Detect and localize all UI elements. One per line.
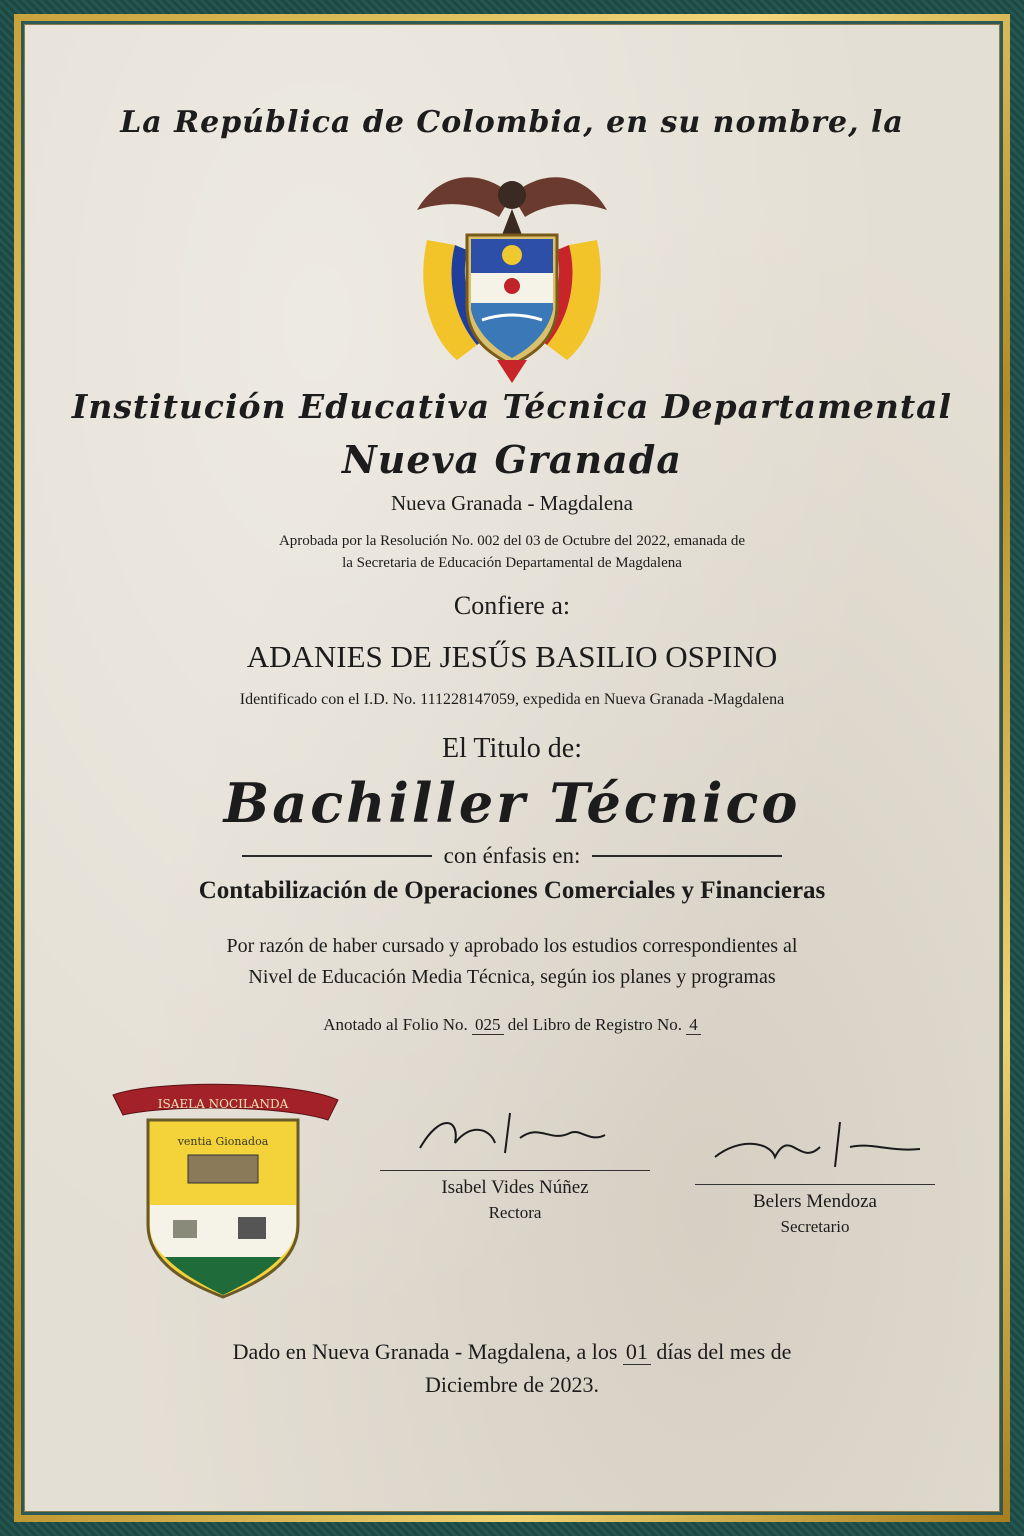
- book-number: 4: [686, 1015, 701, 1035]
- institution-name-line2: Nueva Granada: [341, 437, 682, 482]
- school-shield-icon: [93, 1075, 353, 1309]
- gold-border: [14, 14, 1010, 1522]
- signer-role: Secretario: [780, 1217, 850, 1236]
- institution-name: Institución Educativa Técnica Departamental: [71, 387, 953, 426]
- shield-banner-text: ISAELA NOCILANDA: [157, 1097, 289, 1111]
- reason-line-1: Por razón de haber cursado y aprobado los estudios correspondientes al: [226, 935, 798, 957]
- given-line-2: Diciembre de 2023.: [424, 1372, 600, 1397]
- signer-name: Isabel Vides Núñez: [441, 1177, 589, 1198]
- given-day: 01: [623, 1339, 651, 1365]
- signer-role: Rectora: [488, 1203, 542, 1222]
- emphasis-area: Contabilización de Operaciones Comerciales y Financieras: [198, 877, 826, 904]
- divider-left: [242, 855, 432, 857]
- institution-location: Nueva Granada - Magdalena: [391, 491, 633, 515]
- reason-text: [25, 931, 999, 993]
- inner-border: [21, 21, 1003, 1515]
- degree-title: Bachiller Técnico: [223, 771, 801, 835]
- signature-scribble-icon: [700, 1117, 930, 1177]
- header-line: La República de Colombia, en su nombre, la: [120, 105, 904, 140]
- confers-label: Confiere a:: [453, 591, 571, 620]
- registry-prefix: Anotado al Folio No.: [323, 1015, 468, 1034]
- signature-secretario: [695, 1117, 935, 1237]
- approval-line-1: Aprobada por la Resolución No. 002 del 03 de Octubre del 2022, emanada de: [278, 533, 746, 549]
- approval-text: [25, 530, 999, 574]
- given-suffix: días del mes de: [656, 1339, 792, 1364]
- signer-name: Belers Mendoza: [753, 1191, 877, 1212]
- registry-middle: del Libro de Registro No.: [507, 1015, 682, 1034]
- coat-of-arms-icon: [25, 155, 999, 389]
- title-label: El Titulo de:: [441, 733, 583, 764]
- given-prefix: Dado en Nueva Granada - Magdalena, a los: [232, 1339, 618, 1364]
- student-name: ADANIES DE JESŰS BASILIO OSPINO: [246, 639, 778, 674]
- emphasis-label: con énfasis en:: [443, 843, 581, 868]
- signature-line: [380, 1170, 650, 1171]
- emphasis-row: [25, 843, 999, 869]
- approval-line-2: la Secretaria de Educación Departamental de Magdalena: [342, 555, 682, 571]
- reason-line-2: Nivel de Educación Media Técnica, según ios planes y programas: [248, 966, 776, 988]
- folio-number: 025: [472, 1015, 504, 1035]
- signature-line: [695, 1184, 935, 1185]
- student-id-text: Identificado con el I.D. No. 111228147059, expedida en Nueva Granada -Magdalena: [239, 691, 785, 708]
- registry-text: [25, 1015, 999, 1035]
- divider-right: [592, 855, 782, 857]
- given-line-1: [25, 1335, 999, 1368]
- signature-scribble-icon: [400, 1103, 630, 1163]
- certificate-paper: [24, 24, 1000, 1512]
- shield-motto-text: ventia Gionadoa: [177, 1135, 269, 1148]
- signature-rectora: [380, 1103, 650, 1223]
- given-statement: [25, 1335, 999, 1401]
